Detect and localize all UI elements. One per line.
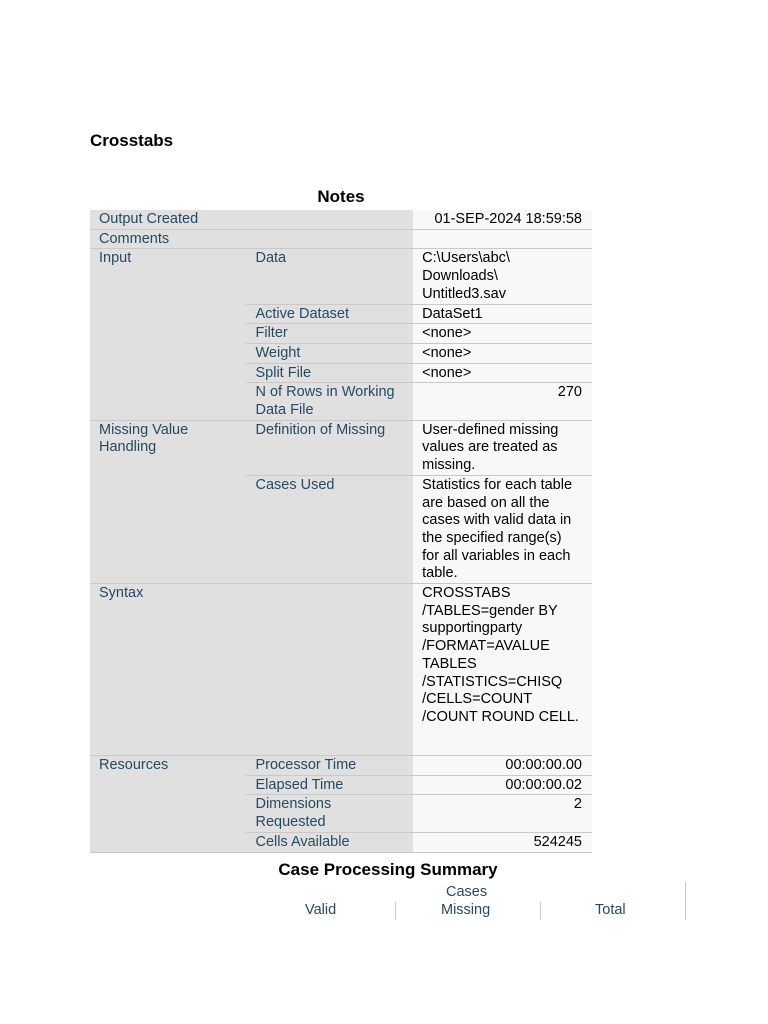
row-label-missing: Missing Value Handling <box>90 420 246 583</box>
row-label-syntax: Syntax <box>90 584 413 756</box>
input-row-label: Data <box>246 249 413 304</box>
column-header-total: Total <box>595 902 626 918</box>
table-row <box>90 420 592 475</box>
input-row-value: <none> <box>413 363 592 383</box>
missing-row-label: Definition of Missing <box>246 420 413 475</box>
comments-value <box>413 229 592 249</box>
table-row <box>90 756 592 776</box>
input-row-label: N of Rows in Working Data File <box>246 383 413 420</box>
row-label-output-created: Output Created <box>90 210 413 229</box>
resources-row-value: 524245 <box>413 832 592 852</box>
notes-table <box>90 210 592 853</box>
table-row <box>90 229 592 249</box>
resources-row-value: 00:00:00.02 <box>413 775 592 795</box>
missing-row-value: Statistics for each table are based on all the cases with valid data in the specified range(s) for all variables in each table. <box>413 475 592 583</box>
output-created-value: 01-SEP-2024 18:59:58 <box>413 210 592 229</box>
notes-table-title: Notes <box>317 187 365 206</box>
input-row-value: DataSet1 <box>413 304 592 324</box>
column-header-valid: Valid <box>305 902 337 918</box>
table-row <box>90 249 592 304</box>
input-row-label: Filter <box>246 324 413 344</box>
column-divider <box>395 902 396 920</box>
input-row-label: Split File <box>246 363 413 383</box>
section-title: Crosstabs <box>90 131 174 150</box>
resources-row-value: 2 <box>413 795 592 832</box>
syntax-value: CROSSTABS /TABLES=gender BY supportingparty /FORMAT=AVALUE TABLES /STATISTICS=CHISQ /CELLS=COUNT /COUNT ROUND CELL. <box>413 584 592 756</box>
input-row-label: Active Dataset <box>246 304 413 324</box>
input-row-value: <none> <box>413 324 592 344</box>
input-row-label: Weight <box>246 343 413 363</box>
resources-row-value: 00:00:00.00 <box>413 756 592 776</box>
missing-row-label: Cases Used <box>246 475 413 583</box>
column-divider <box>540 902 541 920</box>
input-row-value: C:\Users\abc\ Downloads\ Untitled3.sav <box>413 249 592 304</box>
input-row-value: <none> <box>413 343 592 363</box>
cases-group-header: Cases <box>446 884 488 900</box>
table-row <box>90 584 592 756</box>
resources-row-label: Elapsed Time <box>246 775 413 795</box>
resources-row-label: Processor Time <box>246 756 413 776</box>
row-label-comments: Comments <box>90 229 413 249</box>
resources-row-label: Dimensions Requested <box>246 795 413 832</box>
input-row-value: 270 <box>413 383 592 420</box>
missing-row-value: User-defined missing values are treated as missing. <box>413 420 592 475</box>
row-label-input: Input <box>90 249 246 420</box>
table-row <box>90 210 592 229</box>
column-header-missing: Missing <box>441 902 491 918</box>
row-label-resources: Resources <box>90 756 246 853</box>
resources-row-label: Cells Available <box>246 832 413 852</box>
case-processing-title: Case Processing Summary <box>278 860 498 879</box>
column-divider <box>685 882 686 920</box>
